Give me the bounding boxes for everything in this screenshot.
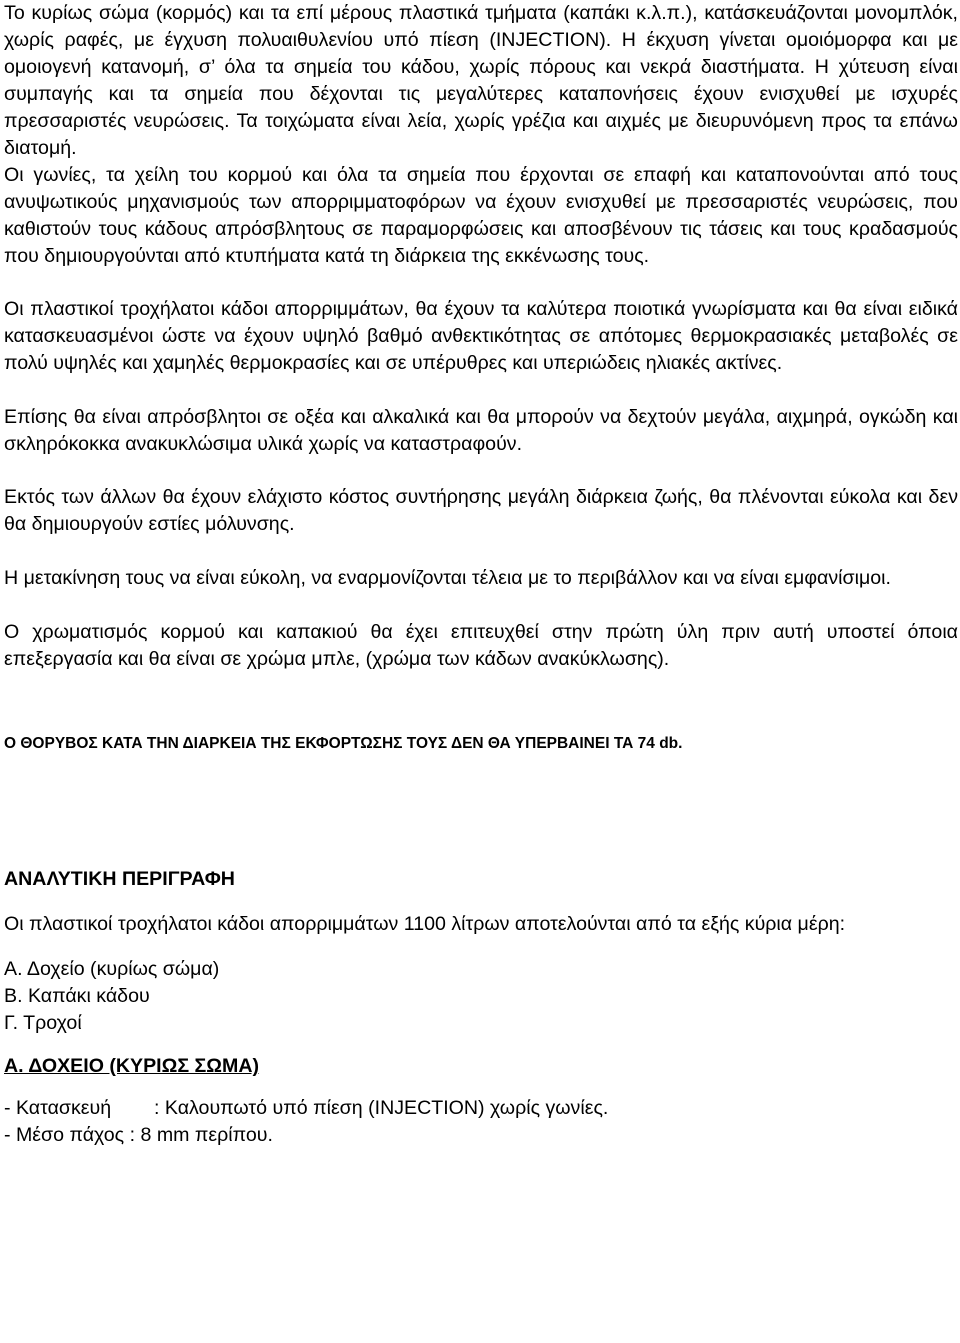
- spec-row: [4, 1122, 958, 1149]
- paragraph-construction: Το κυρίως σώμα (κορμός) και τα επί μέρους πλαστικά τμήματα (καπάκι κ.λ.π.), κατάσκευάζονται μονομπλόκ, χωρίς ραφές, με έγχυση πολυαιθυλενίου υπό πίεση (INJECTION). Η έκχυση γίνεται ομοιόμορφα και με ομοιογενή κατανομή, σ’ όλα τα σημεία του κάδου, χωρίς πόρους και νεκρά διαστήματα. Η χύτευση είναι συμπαγής και τα σημεία που δέχονται τις μεγαλύτερες καταπονήσεις έχουν ενισχυθεί με ισχυρές πρεσσαριστές νευρώσεις. Τα τοιχώματα είναι λεία, χωρίς γρέζια και αιχμές με διευρυνόμενη προς τα επάνω διατομή.: [4, 2, 958, 159]
- subheading-container: Α. ΔΟΧΕΙΟ (ΚΥΡΙΩΣ ΣΩΜΑ): [4, 1055, 260, 1077]
- spec-label: - Μέσο πάχος: [4, 1124, 125, 1146]
- intro-paragraph: Οι πλαστικοί τροχήλατοι κάδοι απορριμμάτων 1100 λίτρων αποτελούνται από τα εξής κύρια μέρη:: [4, 913, 846, 935]
- specs-list: [4, 1095, 958, 1149]
- paragraph-maintenance: Εκτός των άλλων θα έχουν ελάχιστο κόστος συντήρησης μεγάλη διάρκεια ζωής, θα πλένονται εύκολα και δεν θα δημιουργούν εστίες μόλυνσης.: [4, 486, 958, 535]
- parts-list: [4, 956, 958, 1037]
- spec-value: : 8 mm περίπου.: [129, 1124, 273, 1146]
- spec-label: - Κατασκευή: [4, 1097, 112, 1119]
- document-page: [4, 0, 958, 1149]
- noise-notice: Ο ΘΟΡΥΒΟΣ ΚΑΤΑ ΤΗΝ ΔΙΑΡΚΕΙΑ ΤΗΣ ΕΚΦΟΡΤΩΣΗΣ ΤΟΥΣ ΔΕΝ ΘΑ ΥΠΕΡΒΑΙΝΕΙ ΤΑ 74 db.: [4, 735, 683, 752]
- paragraph-resistance: Επίσης θα είναι απρόσβλητοι σε οξέα και αλκαλικά και θα μπορούν να δεχτούν μεγάλα, αιχμηρά, ογκώδη και σκληρόκοκκα ανακυκλώσιμα υλικά χωρίς να καταστραφούν.: [4, 406, 958, 455]
- list-item: Γ. Τροχοί: [4, 1012, 82, 1034]
- spec-row: [4, 1095, 958, 1122]
- paragraph-color: Ο χρωματισμός κορμού και καπακιού θα έχει επιτευχθεί στην πρώτη ύλη πριν αυτή υποστεί όποια επεξεργασία και θα είναι σε χρώμα μπλε, (χρώμα των κάδων ανακύκλωσης).: [4, 621, 958, 670]
- section-title: ΑΝΑΛΥΤΙΚΗ ΠΕΡΙΓΡΑΦΗ: [4, 868, 235, 890]
- list-item: Β. Καπάκι κάδου: [4, 985, 150, 1007]
- paragraph-quality: Οι πλαστικοί τροχήλατοι κάδοι απορριμμάτων, θα έχουν τα καλύτερα ποιοτικά γνωρίσματα και θα είναι ειδικά κατασκευασμένοι ώστε να έχουν υψηλό βαθμό ανθεκτικότητας σε απότομες θερμοκρασιακές μεταβολές σε πολύ υψηλές και χαμηλές θερμοκρασίες και σε υπέρυθρες και υπεριώδεις ηλιακές ακτίνες.: [4, 298, 958, 374]
- spec-value: : Καλουπωτό υπό πίεση (INJECTION) χωρίς γωνίες.: [154, 1097, 609, 1119]
- paragraph-corners: Οι γωνίες, τα χείλη του κορμού και όλα τα σημεία που έρχονται σε επαφή και καταπονούνται από τους ανυψωτικούς μηχανισμούς των απορριμματοφόρων να έχουν ενισχυθεί με πρεσσαριστές νευρώσεις, που καθιστούν τους κάδους απρόσβλητους σε παραμορφώσεις και αποσβένουν τις τάσεις και τους κραδασμούς που δημιουργούνται από κτυπήματα κατά τη διάρκεια της εκκένωσης τους.: [4, 164, 958, 267]
- list-item: Α. Δοχείο (κυρίως σώμα): [4, 958, 220, 980]
- paragraph-mobility: Η μετακίνηση τους να είναι εύκολη, να εναρμονίζονται τέλεια με το περιβάλλον και να είναι εμφανίσιμοι.: [4, 567, 891, 589]
